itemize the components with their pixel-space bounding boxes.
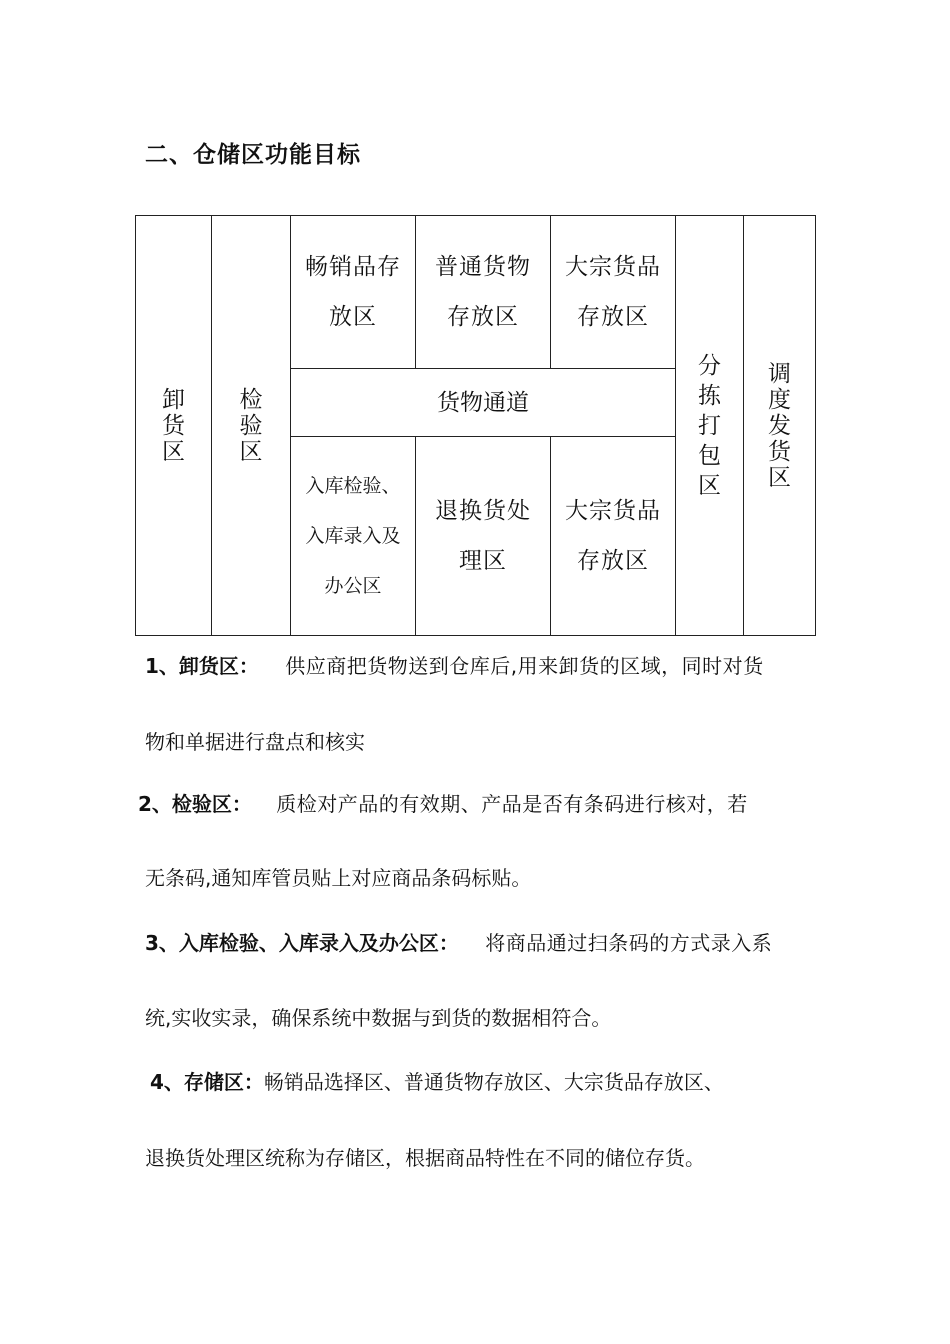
bulk-goods-bottom-cell: 大宗货品存放区 <box>565 498 661 574</box>
inspection-area-cell: 检验区 <box>239 386 263 465</box>
section-4-text: 畅销品选择区、普通货物存放区、大宗货品存放区、 <box>263 1070 724 1094</box>
aisle-cell: 货物通道 <box>437 389 529 416</box>
section-4-line-1 <box>150 1066 724 1095</box>
unload-area-cell: 卸货区 <box>161 386 185 465</box>
section-2-line-1 <box>138 788 748 817</box>
section-4-line-2: 退换货处理区统称为存储区，根据商品特性在不同的储位存货。 <box>145 1146 705 1170</box>
section-4-label: 4、存储区： <box>150 1070 264 1094</box>
section-3-text: 将商品通过扫条码的方式录入系 <box>485 931 773 955</box>
dispatch-cell: 调度发货区 <box>767 360 791 491</box>
section-2-label: 2、检验区： <box>138 792 252 816</box>
section-1-line-2: 物和单据进行盘点和核实 <box>145 730 365 754</box>
section-3-label: 3、入库检验、入库录入及办公区： <box>145 931 459 955</box>
page-title: 二、仓储区功能目标 <box>145 142 361 168</box>
bulk-goods-top-cell: 大宗货品存放区 <box>565 254 661 330</box>
section-3-line-2: 统,实收实录，确保系统中数据与到货的数据相符合。 <box>145 1006 612 1030</box>
section-1-text: 供应商把货物送到仓库后,用来卸货的区域，同时对货 <box>285 654 764 678</box>
general-goods-cell: 普通货物存放区 <box>435 254 531 330</box>
section-2-text: 质检对产品的有效期、产品是否有条码进行核对，若 <box>276 792 748 816</box>
section-1-label: 1、卸货区： <box>145 654 259 678</box>
section-1-line-1 <box>145 650 764 679</box>
returns-cell: 退换货处理区 <box>435 498 531 574</box>
intake-office-cell: 入库检验、入库录入及办公区 <box>305 475 401 597</box>
section-3-line-1 <box>145 927 772 956</box>
fast-sellers-cell: 畅销品存放区 <box>305 254 401 330</box>
sorting-packing-cell: 分拣打包区 <box>697 352 721 499</box>
section-2-line-2: 无条码,通知库管员贴上对应商品条码标贴。 <box>145 866 532 890</box>
